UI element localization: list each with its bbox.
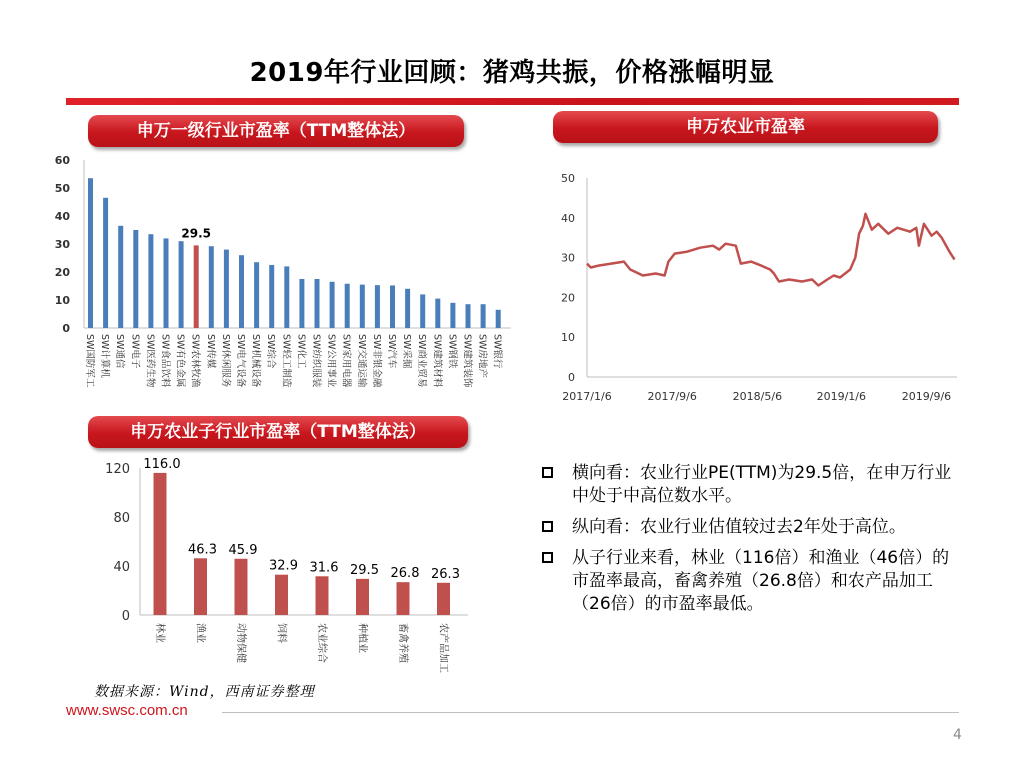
data-label: 32.9	[269, 558, 298, 574]
bullet-text: 从子行业来看，林业（116倍）和渔业（46倍）的市盈率最高，畜禽养殖（26.8倍）和农产品加工（26倍）的市盈率最低。	[572, 548, 950, 614]
bar	[194, 245, 199, 328]
bar	[375, 285, 380, 328]
y-tick-label: 30	[561, 251, 575, 265]
x-tick-label: SW电子	[129, 334, 141, 369]
agri-pe-line-chart	[550, 168, 970, 408]
x-tick-label: SW化工	[295, 334, 307, 369]
x-tick-label: SW通信	[114, 334, 126, 369]
bar	[209, 246, 214, 328]
bar	[239, 255, 244, 328]
bar	[299, 279, 304, 328]
bar	[103, 198, 108, 328]
x-tick-label: SW建筑装饰	[461, 334, 473, 388]
x-tick-label: SW轻工制造	[280, 334, 292, 388]
data-label: 26.8	[390, 566, 420, 582]
data-label: 29.5	[350, 562, 379, 578]
y-tick-label: 20	[54, 266, 70, 279]
bar	[133, 230, 138, 328]
bullet-subindustry	[540, 547, 960, 616]
y-tick-label: 50	[561, 172, 575, 185]
x-tick-label: SW房地产	[476, 334, 488, 378]
x-tick-label: 动物保健	[235, 623, 246, 663]
bullet-text: 纵向看：农业行业估值较过去2年处于高位。	[572, 517, 906, 537]
x-tick-label: SW医药生物	[144, 334, 156, 388]
x-tick-label: 种植业	[356, 623, 368, 653]
bar	[235, 559, 248, 615]
bar	[194, 558, 207, 615]
bar	[269, 265, 274, 328]
x-tick-label: 2019/9/6	[901, 390, 952, 403]
sub-industry-pe-bar-chart	[92, 455, 482, 685]
x-tick-label: SW国防军工	[84, 334, 95, 388]
bar	[148, 234, 153, 328]
y-tick-label: 10	[561, 331, 575, 345]
x-tick-label: SW综合	[265, 334, 277, 369]
data-source-note: 数据来源：Wind，西南证券整理	[94, 684, 315, 700]
bar	[118, 226, 123, 328]
y-tick-label: 60	[54, 154, 70, 167]
x-tick-label: 2017/1/6	[562, 390, 612, 403]
x-tick-label: SW电气设备	[235, 334, 246, 388]
x-tick-label: SW食品饮料	[159, 334, 171, 388]
pe-series-line	[587, 214, 955, 286]
x-tick-label: SW钢铁	[446, 334, 458, 369]
website-link[interactable]: www.swsc.com.cn	[66, 702, 188, 719]
x-tick-label: 饲料	[275, 623, 287, 643]
y-tick-label: 50	[54, 182, 70, 195]
x-tick-label: SW传媒	[204, 334, 216, 369]
industry-pe-panel-title: 申万一级行业市盈率（TTM整体法）	[88, 115, 464, 147]
y-tick-label: 30	[54, 238, 70, 251]
bar	[481, 304, 486, 328]
data-label: 45.9	[228, 542, 258, 558]
bar	[88, 178, 93, 328]
x-tick-label: SW休闲服务	[219, 334, 231, 388]
y-tick-label: 0	[62, 322, 70, 335]
bar	[330, 282, 335, 328]
bar	[360, 285, 365, 328]
bar	[345, 284, 350, 328]
x-tick-label: 林业	[154, 623, 165, 643]
bar	[254, 262, 259, 328]
x-tick-label: 农产品加工	[437, 623, 449, 673]
industry-pe-bar-chart	[48, 150, 518, 406]
x-tick-label: SW计算机	[99, 334, 111, 378]
checkbox-bullet-icon	[542, 467, 553, 478]
data-label: 116.0	[143, 456, 181, 472]
bar	[435, 299, 440, 328]
bar	[179, 241, 184, 328]
bar	[420, 294, 425, 328]
y-tick-label: 40	[561, 211, 575, 225]
bar	[496, 310, 501, 328]
y-tick-label: 40	[113, 560, 130, 575]
x-tick-label: SW纺织服装	[310, 334, 322, 388]
x-tick-label: SW有色金属	[174, 334, 186, 388]
x-tick-label: SW商业贸易	[416, 334, 428, 388]
data-label: 46.3	[188, 542, 217, 558]
y-tick-label: 20	[561, 291, 575, 305]
bullet-horizontal	[540, 462, 960, 508]
bar	[316, 576, 329, 615]
x-tick-label: SW银行	[491, 334, 503, 369]
x-tick-label: SW采掘	[401, 334, 413, 369]
page-title: 2019年行业回顾：猪鸡共振，价格涨幅明显	[249, 58, 775, 88]
bar	[284, 266, 289, 328]
bar	[275, 575, 288, 615]
checkbox-bullet-icon	[542, 521, 553, 532]
footer-divider	[222, 712, 959, 713]
agri-pe-panel-title: 申万农业市盈率	[553, 111, 938, 143]
x-tick-label: SW公用事业	[325, 334, 337, 388]
data-label: 29.5	[181, 226, 212, 241]
bar	[437, 583, 450, 615]
sub-industry-pe-panel-title: 申万农业子行业市盈率（TTM整体法）	[88, 416, 468, 448]
y-tick-label: 120	[105, 462, 130, 477]
x-tick-label: SW家用电器	[340, 334, 352, 388]
y-tick-label: 0	[568, 371, 575, 384]
bar	[466, 304, 471, 328]
checkbox-bullet-icon	[542, 552, 553, 563]
bar	[164, 238, 169, 328]
bullet-text: 横向看：农业行业PE(TTM)为29.5倍，在申万行业中处于中高位数水平。	[572, 463, 952, 506]
commentary-list	[540, 462, 960, 624]
bar	[315, 279, 320, 328]
y-tick-label: 40	[54, 210, 70, 223]
x-tick-label: SW汽车	[386, 334, 397, 369]
bar	[356, 579, 369, 615]
bar	[450, 303, 455, 328]
x-tick-label: SW机械设备	[250, 334, 262, 388]
x-tick-label: 2019/1/6	[816, 390, 866, 403]
y-tick-label: 0	[121, 609, 130, 624]
x-tick-label: 农业综合	[316, 623, 327, 663]
y-tick-label: 10	[54, 294, 70, 307]
x-tick-label: 2017/9/6	[647, 390, 697, 403]
x-tick-label: SW非银金融	[370, 334, 382, 388]
x-tick-label: 渔业	[194, 623, 206, 643]
page-number: 4	[953, 727, 962, 743]
bar	[154, 473, 167, 615]
title-divider	[66, 98, 959, 105]
x-tick-label: 2018/5/6	[732, 390, 783, 403]
y-tick-label: 80	[113, 511, 130, 526]
bar	[390, 285, 395, 328]
data-label: 26.3	[431, 566, 460, 582]
data-label: 31.6	[309, 560, 339, 576]
x-tick-label: 畜禽养殖	[397, 623, 408, 663]
x-tick-label: SW交通运输	[355, 334, 367, 388]
bar	[405, 289, 410, 328]
bullet-vertical	[540, 516, 960, 539]
x-tick-label: SW建筑材料	[431, 334, 443, 388]
x-tick-label: SW农林牧渔	[189, 334, 201, 388]
bar	[397, 582, 410, 615]
bar	[224, 250, 229, 328]
